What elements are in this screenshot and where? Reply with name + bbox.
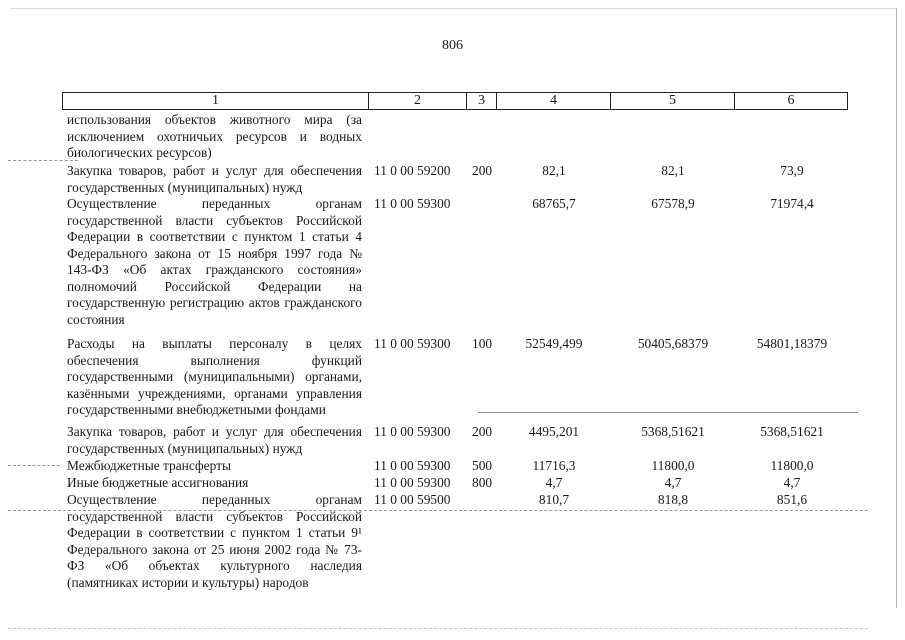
- scan-artifact-line: [478, 412, 858, 413]
- header-col-3: 3: [467, 93, 497, 109]
- row-value-4: 810,7: [538, 492, 570, 507]
- row-code: 11 0 00 59300: [374, 196, 451, 211]
- row-code: 11 0 00 59300: [374, 458, 451, 473]
- row-code: 11 0 00 59300: [374, 424, 451, 439]
- row-name: Осуществление переданных органам государственной власти субъектов Российской Федерации в соответствии с пунктом 1 статьи 9¹ Федерального закона от 25 июня 2002 года № 73-ФЗ «Об объектах культурного наследия (памятниках истории и культуры) народов: [67, 492, 362, 590]
- row-code: 11 0 00 59300: [374, 336, 451, 351]
- row-name: Закупка товаров, работ и услуг для обеспечения государственных (муниципальных) нужд: [67, 163, 362, 195]
- header-col-2: 2: [369, 93, 467, 109]
- row-value-6: 5368,51621: [760, 424, 824, 439]
- row-name: Иные бюджетные ассигнования: [67, 475, 249, 490]
- row-value-5: 4,7: [664, 475, 682, 490]
- row-name: использования объектов животного мира (за исключением охотничьих ресурсов и водных биологических ресурсов): [67, 112, 362, 160]
- row-value-5: 5368,51621: [641, 424, 705, 439]
- row-name: Межбюджетные трансферты: [67, 458, 231, 473]
- row-value-4: 4,7: [545, 475, 563, 490]
- row-type: 200: [472, 163, 493, 178]
- row-code: 11 0 00 59300: [374, 475, 451, 490]
- row-value-5: 11800,0: [651, 458, 695, 473]
- row-name: Закупка товаров, работ и услуг для обеспечения государственных (муниципальных) нужд: [67, 424, 362, 456]
- row-value-4: 52549,499: [525, 336, 583, 351]
- page-edge-right: [896, 8, 897, 608]
- scan-artifact-line: [8, 160, 78, 161]
- table-header: [62, 92, 848, 110]
- row-value-4: 68765,7: [532, 196, 576, 211]
- row-value-5: 67578,9: [651, 196, 695, 211]
- row-value-5: 50405,68379: [637, 336, 709, 351]
- row-type: 200: [472, 424, 493, 439]
- header-col-6: 6: [787, 93, 795, 108]
- row-value-4: 4495,201: [528, 424, 580, 439]
- row-value-6: 4,7: [783, 475, 801, 490]
- row-type: 500: [472, 458, 493, 473]
- row-value-4: 82,1: [542, 163, 566, 178]
- row-value-6: 71974,4: [770, 196, 814, 211]
- row-value-6: 54801,18379: [756, 336, 828, 351]
- header-col-4: 4: [497, 93, 611, 109]
- row-value-5: 82,1: [661, 163, 685, 178]
- row-value-6: 11800,0: [770, 458, 814, 473]
- row-name: Осуществление переданных органам государственной власти субъектов Российской Федерации в соответствии с пунктом 1 статьи 4 Федерального закона от 15 ноября 1997 года № 143-ФЗ «Об актах гражданского состояния» полномочий Российской Федерации на государственную регистрацию актов гражданского состояния: [67, 196, 362, 327]
- row-name: Расходы на выплаты персоналу в целях обеспечения выполнения функций государственными (муниципальными) органами, казёнными учреждениями, органами управления государственными внебюджетными фондами: [67, 336, 362, 417]
- row-value-4: 11716,3: [532, 458, 576, 473]
- scan-artifact-line: [8, 510, 868, 511]
- header-col-1: 1: [63, 93, 369, 109]
- page-edge-top: [10, 8, 896, 9]
- page-number: 806: [442, 38, 463, 53]
- scan-artifact-line: [8, 465, 60, 466]
- row-code: 11 0 00 59200: [374, 163, 451, 178]
- row-value-6: 851,6: [776, 492, 808, 507]
- scan-artifact-line: [8, 628, 868, 629]
- header-col-5: 5: [611, 93, 735, 109]
- row-type: 800: [472, 475, 493, 490]
- row-code: 11 0 00 59500: [374, 492, 451, 507]
- row-value-5: 818,8: [657, 492, 689, 507]
- row-type: 100: [472, 336, 493, 351]
- row-value-6: 73,9: [780, 163, 804, 178]
